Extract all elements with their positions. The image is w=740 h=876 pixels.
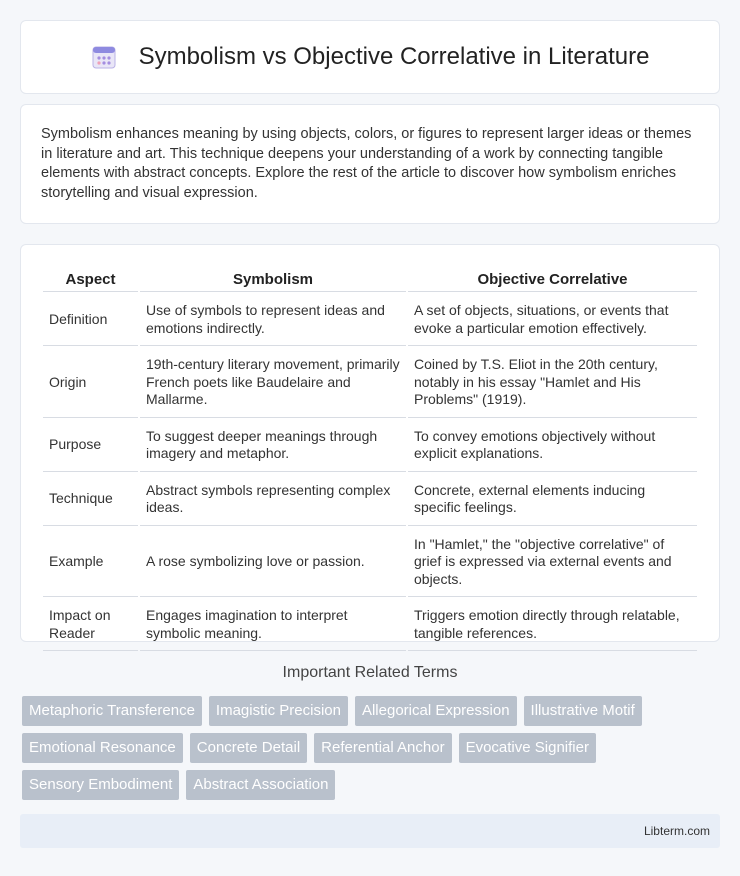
related-term-tag[interactable]: Concrete Detail [190,733,307,763]
related-term-tag[interactable]: Imagistic Precision [209,696,348,726]
related-terms-list [20,696,720,800]
comparison-table [41,265,699,653]
column-header-objective-correlative: Objective Correlative [408,267,697,292]
footer [20,814,720,848]
table-row [43,599,697,651]
aspect-cell: Purpose [43,420,138,472]
related-term-tag[interactable]: Abstract Association [186,770,335,800]
objective-correlative-cell: Triggers emotion directly through relatable, tangible references. [408,599,697,651]
related-term-tag[interactable]: Allegorical Expression [355,696,517,726]
intro-text: Symbolism enhances meaning by using objects, colors, or figures to represent larger ideas or themes in literature and art. This technique deepens your understanding of a work by connecting tangible elements with abstract concepts. Explore the rest of the article to discover how symbolism enriches storytelling and visual expression. [41,126,692,201]
table-header-row [43,267,697,292]
table-row [43,348,697,418]
related-term-tag[interactable]: Illustrative Motif [524,696,642,726]
related-term-tag[interactable]: Metaphoric Transference [22,696,202,726]
comparison-table-card [20,244,720,642]
table-row [43,420,697,472]
column-header-aspect: Aspect [43,267,138,292]
aspect-cell: Technique [43,474,138,526]
related-term-tag[interactable]: Sensory Embodiment [22,770,179,800]
symbolism-cell: Abstract symbols representing complex ideas. [140,474,406,526]
related-term-tag[interactable]: Emotional Resonance [22,733,183,763]
table-row [43,474,697,526]
related-term-tag[interactable]: Referential Anchor [314,733,451,763]
aspect-cell: Impact on Reader [43,599,138,651]
intro-card [20,104,720,224]
symbolism-cell: A rose symbolizing love or passion. [140,528,406,598]
footer-site-link[interactable]: Libterm.com [643,824,710,838]
objective-correlative-cell: Coined by T.S. Eliot in the 20th century, notably in his essay "Hamlet and His Problems" (1919). [408,348,697,418]
objective-correlative-cell: A set of objects, situations, or events that evoke a particular emotion effectively. [408,294,697,346]
aspect-cell: Origin [43,348,138,418]
symbolism-cell: To suggest deeper meanings through imagery and metaphor. [140,420,406,472]
table-row [43,528,697,598]
calendar-icon [91,44,117,70]
objective-correlative-cell: In "Hamlet," the "objective correlative" of grief is expressed via external events and objects. [408,528,697,598]
page-title: Symbolism vs Objective Correlative in Literature [138,43,650,70]
objective-correlative-cell: Concrete, external elements inducing specific feelings. [408,474,697,526]
table-row [43,294,697,346]
objective-correlative-cell: To convey emotions objectively without explicit explanations. [408,420,697,472]
symbolism-cell: Engages imagination to interpret symbolic meaning. [140,599,406,651]
aspect-cell: Definition [43,294,138,346]
symbolism-cell: 19th-century literary movement, primarily French poets like Baudelaire and Mallarme. [140,348,406,418]
related-term-tag[interactable]: Evocative Signifier [459,733,596,763]
column-header-symbolism: Symbolism [140,267,406,292]
symbolism-cell: Use of symbols to represent ideas and emotions indirectly. [140,294,406,346]
aspect-cell: Example [43,528,138,598]
title-card [20,20,720,94]
related-terms-title: Important Related Terms [282,664,458,681]
